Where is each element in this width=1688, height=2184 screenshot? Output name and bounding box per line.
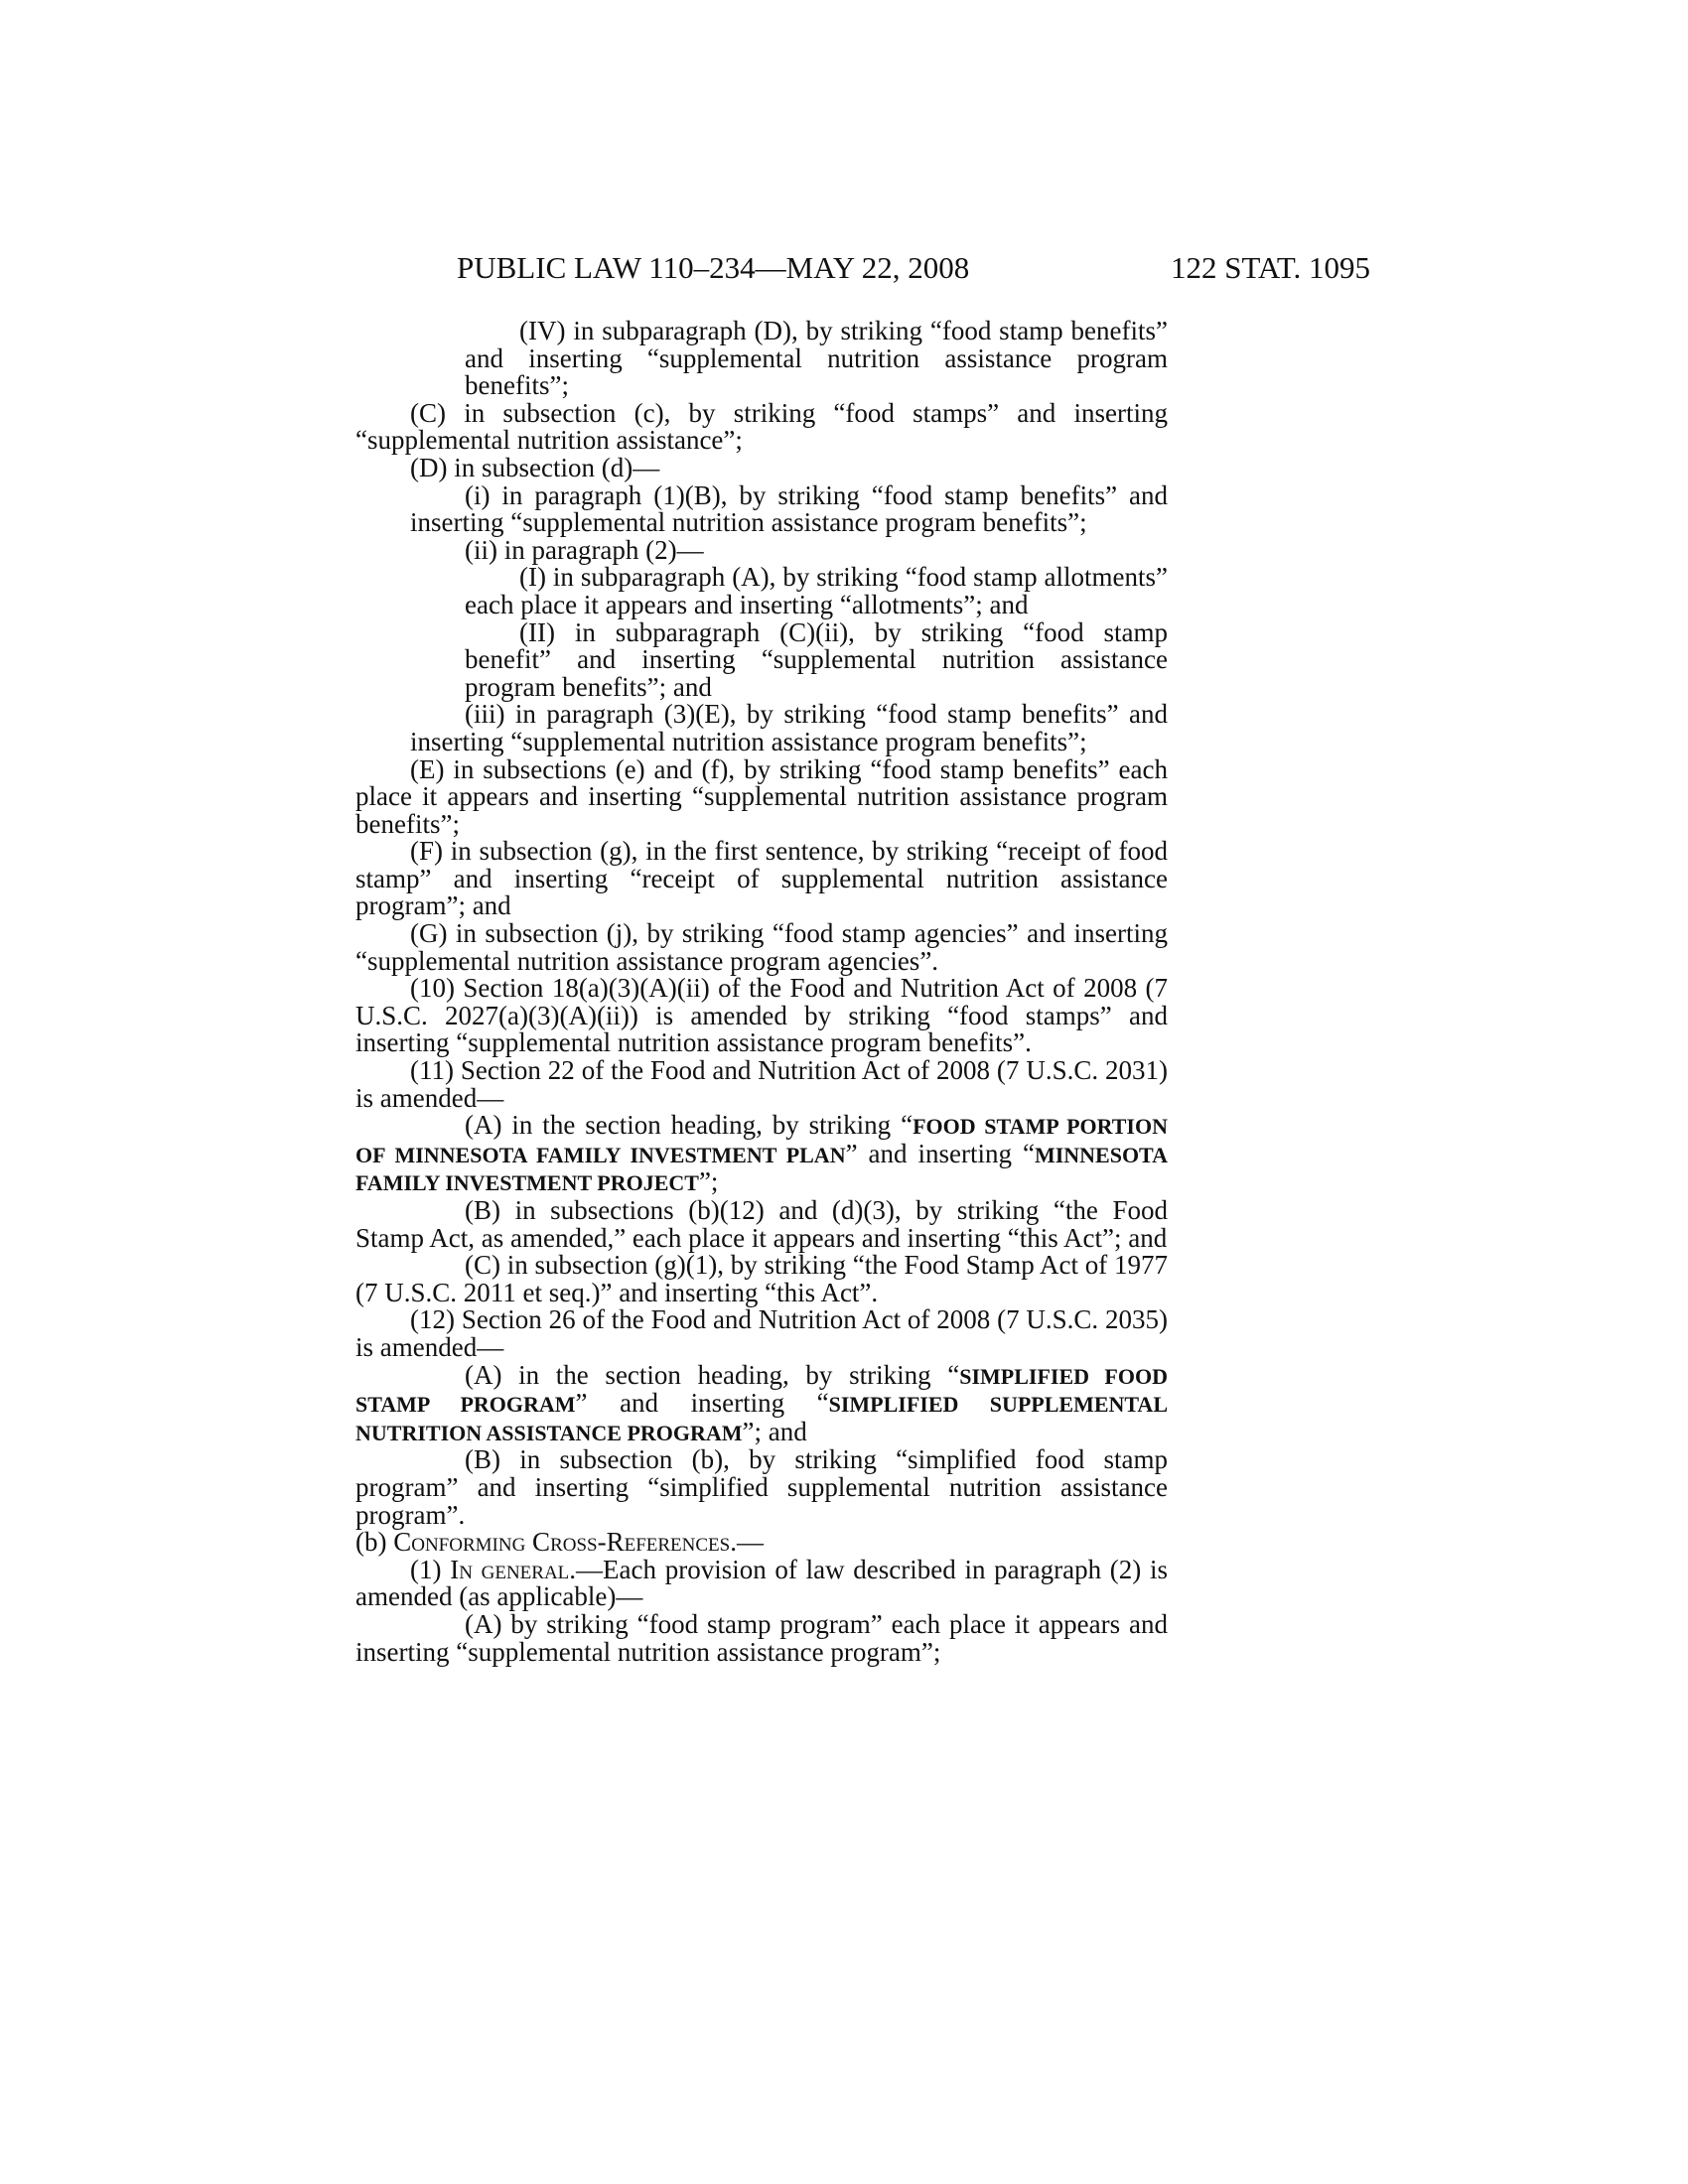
paragraph-12-a: (A) in the section heading, by striking “SIMPLIFIED FOOD STAMP PROGRAM” and inserting “SIMPLIFIED SUPPLEMENTAL NUTRITION ASSISTANCE PROGRAM”; and bbox=[355, 1359, 1168, 1446]
clause-d-ii-II: (II) in subparagraph (C)(ii), by striking “food stamp benefit” and inserting “supplemental nutrition assistance program benefits”; and bbox=[465, 616, 1168, 702]
paragraph-11-a: (A) in the section heading, by striking “FOOD STAMP PORTION OF MINNESOTA FAMILY INVESTMENT PLAN” and inserting “MINNESOTA FAMILY INVESTMENT PROJECT”; bbox=[355, 1110, 1168, 1197]
paragraph-11-b: (B) in subsections (b)(12) and (d)(3), by striking “the Food Stamp Act, as amended,” each place it appears and inserting “this Act”; and bbox=[355, 1195, 1168, 1253]
paragraph-10: (10) Section 18(a)(3)(A)(ii) of the Food and Nutrition Act of 2008 (7 U.S.C. 2027(a)(3)(A)(ii)) is amended by striking “food stamps” and inserting “supplemental nutrition assistance program benefits”. bbox=[355, 973, 1168, 1058]
paragraph-11: (11) Section 22 of the Food and Nutrition Act of 2008 (7 U.S.C. 2031) is amended— bbox=[355, 1055, 1168, 1113]
document-body bbox=[355, 318, 1168, 1666]
clause-d: (D) in subsection (d)— bbox=[410, 452, 660, 482]
paragraph-12-b: (B) in subsection (b), by striking “simplified food stamp program” and inserting “simplified supplemental nutrition assistance program”. bbox=[355, 1444, 1168, 1530]
clause-c: (C) in subsection (c), by striking “food stamps” and inserting “supplemental nutrition assistance”; bbox=[355, 397, 1168, 456]
clause-f: (F) in subsection (g), in the first sentence, by striking “receipt of food stamp” and inserting “receipt of supplemental nutrition assistance program”; and bbox=[355, 836, 1168, 921]
in-general: (1) In general.—Each provision of law described in paragraph (2) is amended (as applicable)— bbox=[355, 1554, 1168, 1612]
page-header bbox=[457, 248, 1370, 288]
clause-g: (G) in subsection (j), by striking “food stamp agencies” and inserting “supplemental nutrition assistance program agencies”. bbox=[355, 918, 1168, 976]
subsection-b-heading: (b) Conforming Cross-References.— bbox=[355, 1527, 764, 1558]
clause-d-i: (i) in paragraph (1)(B), by striking “food stamp benefits” and inserting “supplemental nutrition assistance program benefits”; bbox=[410, 479, 1168, 538]
page-number: 122 STAT. 1095 bbox=[1170, 250, 1370, 285]
clause-e: (E) in subsections (e) and (f), by striking “food stamp benefits” each place it appears and inserting “supplemental nutrition assistance program benefits”; bbox=[355, 753, 1168, 839]
running-head: PUBLIC LAW 110–234—MAY 22, 2008 bbox=[457, 250, 970, 285]
paragraph-11-c: (C) in subsection (g)(1), by striking “the Food Stamp Act of 1977 (7 U.S.C. 2011 et seq.)” and inserting “this Act”. bbox=[355, 1250, 1168, 1307]
in-general-a: (A) by striking “food stamp program” each place it appears and inserting “supplemental nutrition assistance program”; bbox=[355, 1608, 1168, 1667]
clause-d-ii: (ii) in paragraph (2)— bbox=[465, 534, 704, 565]
paragraph-12: (12) Section 26 of the Food and Nutrition Act of 2008 (7 U.S.C. 2035) is amended— bbox=[355, 1304, 1168, 1362]
clause-d-iii: (iii) in paragraph (3)(E), by striking “food stamp benefits” and inserting “supplemental nutrition assistance program benefits”; bbox=[410, 699, 1168, 756]
clause-d-ii-I: (I) in subparagraph (A), by striking “food stamp allotments” each place it appears and inserting “allotments”; and bbox=[465, 562, 1168, 619]
clause-iv: (IV) in subparagraph (D), by striking “food stamp benefits” and inserting “supplemental nutrition assistance program benefits”; bbox=[465, 316, 1168, 401]
